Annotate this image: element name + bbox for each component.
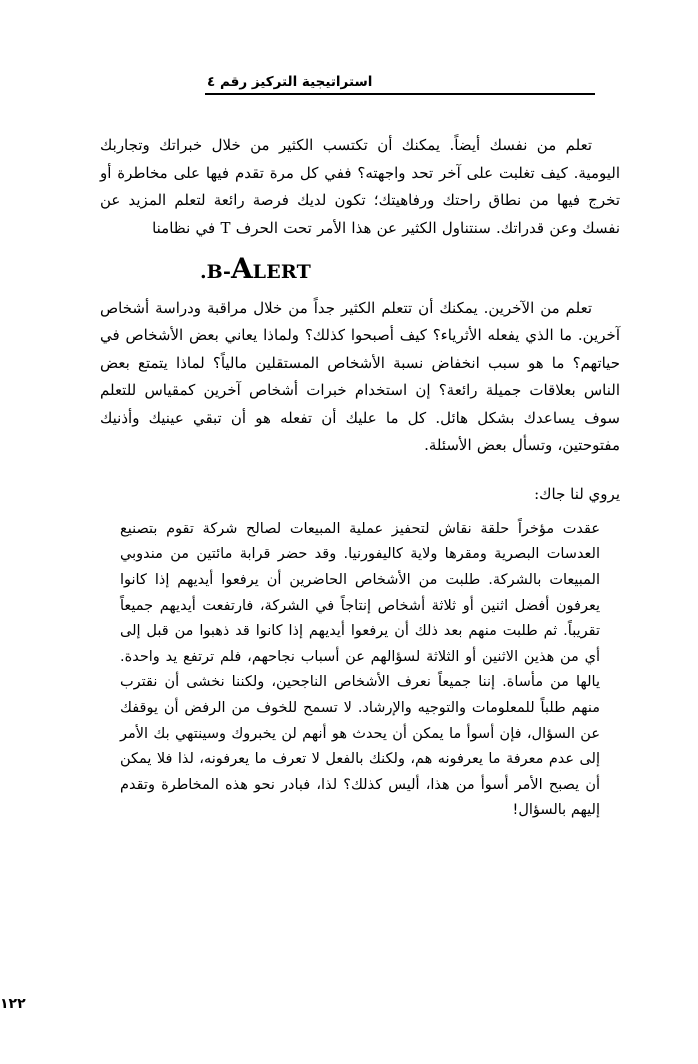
section-heading-b-alert xyxy=(100,252,620,285)
body-paragraph: تعلم من الآخرين. يمكنك أن تتعلم الكثير جداً من خلال مراقبة ودراسة أشخاص آخرين. ما الذي يفعله الأثرياء؟ كيف أصبحوا كذلك؟ ولماذا يعاني بعض الأشخاص في حياتهم؟ ما هو سبب انخفاض نسبة الأشخاص المستقلين مالياً؟ لماذا يتمتع بعض الناس بعلاقات جميلة رائعة؟ إن استخدام خبرات أشخاص آخرين كمقياس للتعلم سوف يساعدك بشكل هائل. كل ما عليك أن تفعله هو أن تبقي عينيك وأذنيك مفتوحتين، وتسأل بعض الأسئلة. xyxy=(100,298,620,455)
page-content xyxy=(100,132,620,824)
heading-leading-dot: . xyxy=(200,261,207,283)
page-number: ١٢٢ xyxy=(0,996,26,1012)
quote-text: عقدت مؤخراً حلقة نقاش لتحفيز عملية المبيعات لصالح شركة تقوم بتصنيع العدسات البصرية ومقرها ولاية كاليفورنيا. وقد حضر قرابة مائتين من مندوبي المبيعات بالشركة. طلبت من الأشخاص الحاضرين أن يرفعوا أيديهم إذا كانوا يعرفون أفضل اثنين أو ثلاثة أشخاص إنتاجاً في الشركة، فارتفعت أيديهم جميعاً تقريباً. ثم طلبت منهم بعد ذلك أن يرفعوا أيديهم إذا كانوا قد ذهبوا من قبل إلى أي من هذين الاثنين أو الثلاثة لسؤالهم عن أسباب نجاحهم، فلم ترتفع يد واحدة. يالها من مأساة. إننا جميعاً نعرف الأشخاص الناجحين، ولكننا نخشى أن نقترب منهم طلباً للمعلومات والتوجيه والإرشاد. لا تسمح للخوف من الرفض أن يوقفك عن السؤال، فإن أسوأ ما يمكن أن يحدث هو أنهم لن يخبروك وسينتهي بك الأمر إلى عدم معرفة ما يعرفونه هم، ولكنك بالفعل لا تعرف ما يعرفونه، لذا فلا يمكن أن يصبح الأمر أسوأ من هذا، أليس كذلك؟ لذا، فبادر نحو هذه المخاطرة وتقدم إليهم بالسؤال! xyxy=(120,520,600,819)
quoted-anecdote xyxy=(120,517,600,824)
heading-rest: LERT xyxy=(252,261,311,283)
heading-drop-cap: A xyxy=(230,252,253,285)
quote-lead-in: يروي لنا جاك: xyxy=(534,484,620,503)
running-head-title: استراتيجية التركيز رقم ٤ xyxy=(207,74,373,90)
running-head xyxy=(205,74,595,95)
header-rule xyxy=(205,93,595,95)
heading-prefix: B- xyxy=(206,261,231,283)
body-paragraph: تعلم من نفسك أيضاً. يمكنك أن تكتسب الكثير من خلال خبراتك وتجاربك اليومية. كيف تغلبت على آخر تحد واجهته؟ ففي كل مرة تقدم فيها على مخاطرة أو تخرج فيها من نطاق راحتك ورفاهيتك؛ تكون لديك فرصة رائعة لتعلم المزيد عن نفسك وعن قدراتك. سنتناول الكثير عن هذا الأمر تحت الحرف T في نظامنا xyxy=(100,136,620,237)
